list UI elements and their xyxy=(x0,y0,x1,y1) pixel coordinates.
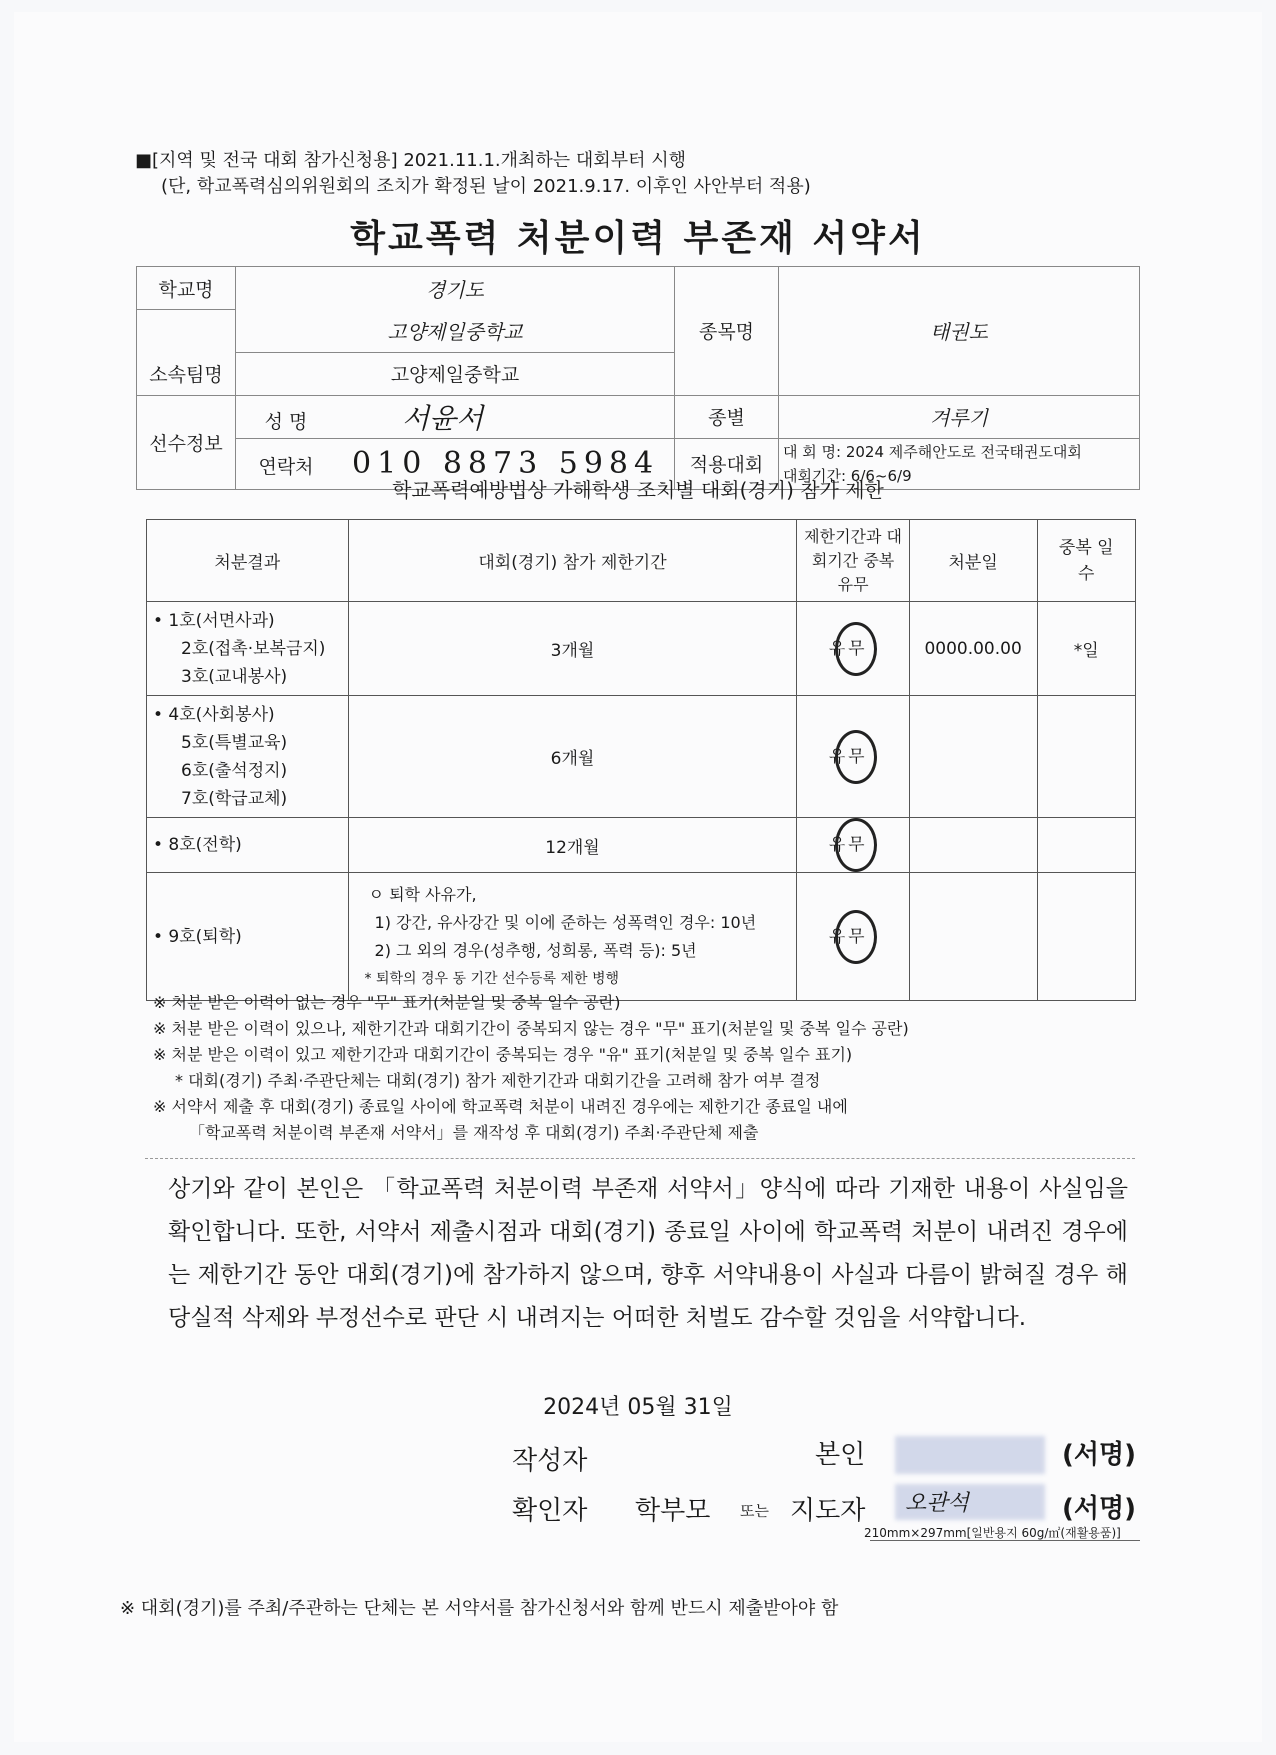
restriction-period: 12개월 xyxy=(348,818,797,873)
note-item: 「학교폭력 처분이력 부존재 서약서」를 재작성 후 대회(경기) 주최·주관단체 제출 xyxy=(189,1123,759,1142)
disposition-date: 0000.00.00 xyxy=(909,602,1037,696)
restriction-period: ㅇ 퇴학 사유가, 1) 강간, 유사강간 및 이에 준하는 성폭력인 경우: 10년 2) 그 외의 경우(성추행, 성희롱, 폭력 등): 5년 * 퇴학의 경우 동 기간 선수등록 제한 병행 xyxy=(348,873,797,1001)
table-row xyxy=(147,818,1136,873)
parent-label: 학부모 xyxy=(635,1496,711,1526)
overlap-yes: 유 xyxy=(828,926,846,947)
disposition-result: • 4호(사회봉사) 5호(특별교육) 6호(출석정지) 7호(학급교체) xyxy=(147,696,349,818)
overlap-days: *일 xyxy=(1037,602,1135,696)
col-header-days: 중복 일수 xyxy=(1037,520,1135,602)
coach-sign-mark: (서명) xyxy=(1062,1494,1136,1524)
header xyxy=(135,148,811,200)
overlap-no-circled: 무 xyxy=(835,622,877,676)
restriction-table xyxy=(146,519,1136,1001)
sport-value: 태권도 xyxy=(779,267,1140,396)
category-value: 겨루기 xyxy=(779,395,1140,438)
self-label: 본인 xyxy=(815,1440,866,1470)
overlap-days xyxy=(1037,818,1135,873)
table-row xyxy=(147,602,1136,696)
category-label: 종별 xyxy=(675,395,779,438)
col-header-date: 처분일 xyxy=(909,520,1037,602)
overlap-status xyxy=(797,818,909,873)
notes xyxy=(153,990,909,1146)
disposition-result: • 8호(전학) xyxy=(147,818,349,873)
restriction-period: 6개월 xyxy=(348,696,797,818)
name-label: 성 명 xyxy=(264,410,308,433)
header-line-2: (단, 학교폭력심의위원회의 조치가 확정된 날이 2021.9.17. 이후인 사안부터 적용) xyxy=(161,176,811,197)
separator xyxy=(145,1158,1135,1159)
self-sign-mark: (서명) xyxy=(1062,1440,1136,1470)
overlap-yes: 유 xyxy=(828,746,846,767)
disposition-date xyxy=(909,818,1037,873)
note-item: ※ 처분 받은 이력이 있고 제한기간과 대회기간이 중복되는 경우 "유" 표기(처분일 및 중복 일수 표기) xyxy=(153,1045,853,1064)
sport-label: 종목명 xyxy=(675,267,779,396)
confirm-label: 확인자 xyxy=(512,1496,588,1526)
statement: 상기와 같이 본인은 「학교폭력 처분이력 부존재 서약서」양식에 따라 기재한 내용이 사실임을 확인합니다. 또한, 서약서 제출시점과 대회(경기) 종료일 사이에 학교폭력 처분이 내려진 경우에는 제한기간 동안 대회(경기)에 참가하지 않으며, 향후 서약내용이 사실과 다름이 밝혀질 경우 해당실적 삭제와 부정선수로 판단 시 내려지는 어떠한 처벌도 감수할 것임을 서약합니다. xyxy=(168,1176,1128,1331)
sign-date: 2024년 05월 31일 xyxy=(543,1395,733,1420)
overlap-status xyxy=(797,696,909,818)
event-period: 대회기간: 6/6~6/9 xyxy=(783,466,912,485)
school-name: 고양제일중학교 xyxy=(236,310,675,353)
overlap-days xyxy=(1037,873,1135,1001)
disposition-result: • 1호(서면사과) 2호(접촉·보복금지) 3호(교내봉사) xyxy=(147,602,349,696)
school-region: 경기도 xyxy=(236,267,675,310)
team-label: 소속팀명 xyxy=(137,352,236,395)
overlap-no-circled: 무 xyxy=(835,910,877,964)
note-item: ※ 처분 받은 이력이 없는 경우 "무" 표기(처분일 및 중복 일수 공란) xyxy=(153,993,621,1012)
footer-note: ※ 대회(경기)를 주최/주관하는 단체는 본 서약서를 참가신청서와 함께 반드시 제출받아야 함 xyxy=(120,1598,839,1619)
table-subtitle: 학교폭력예방법상 가해학생 조치별 대회(경기) 참가 제한 xyxy=(392,478,884,502)
disposition-result: • 9호(퇴학) xyxy=(147,873,349,1001)
player-label: 선수정보 xyxy=(137,395,236,489)
overlap-no-circled: 무 xyxy=(835,818,877,872)
school-label: 학교명 xyxy=(137,267,236,310)
table-row xyxy=(147,873,1136,1001)
restriction-period: 3개월 xyxy=(348,602,797,696)
col-header-result: 처분결과 xyxy=(147,520,349,602)
overlap-status xyxy=(797,873,909,1001)
contact-value: 010 8873 5984 xyxy=(352,446,660,481)
paper-spec: 210mm×297mm[일반용지 60g/㎡(재활용품)] xyxy=(864,1526,1121,1540)
or-label: 또는 xyxy=(740,1502,769,1520)
contact-label: 연락처 xyxy=(258,456,314,478)
overlap-days xyxy=(1037,696,1135,818)
table-row xyxy=(147,696,1136,818)
header-line-1: ■[지역 및 전국 대회 참가신청용] 2021.11.1.개최하는 대회부터 시행 xyxy=(135,150,686,171)
name-value: 서윤서 xyxy=(402,401,484,435)
note-item: ※ 처분 받은 이력이 있으나, 제한기간과 대회기간이 중복되지 않는 경우 "무" 표기(처분일 및 중복 일수 공란) xyxy=(153,1019,909,1038)
overlap-yes: 유 xyxy=(828,835,846,855)
note-item: ※ 서약서 제출 후 대회(경기) 종료일 사이에 학교폭력 처분이 내려진 경우에는 제한기간 종료일 내에 xyxy=(153,1097,848,1116)
event-label: 적용대회 xyxy=(675,438,779,489)
coach-label: 지도자 xyxy=(790,1496,866,1526)
disposition-date xyxy=(909,696,1037,818)
note-item: * 대회(경기) 주최·주관단체는 대회(경기) 참가 제한기간과 대회기간을 고려해 참가 여부 결정 xyxy=(175,1071,821,1090)
writer-label: 작성자 xyxy=(512,1446,588,1476)
disposition-date xyxy=(909,873,1037,1001)
coach-name: 오관석 xyxy=(905,1491,969,1516)
document-title: 학교폭력 처분이력 부존재 서약서 xyxy=(350,218,926,259)
col-header-overlap: 제한기간과 대회기간 중복 유무 xyxy=(797,520,909,602)
overlap-no-circled: 무 xyxy=(835,730,877,784)
event-name: 대 회 명: 2024 제주해안도로 전국태권도대회 xyxy=(783,442,1082,461)
team-name: 고양제일중학교 xyxy=(236,352,675,395)
overlap-status xyxy=(797,602,909,696)
info-table xyxy=(136,266,1140,490)
self-signature-redacted xyxy=(895,1436,1045,1474)
overlap-yes: 유 xyxy=(828,638,846,659)
col-header-period: 대회(경기) 참가 제한기간 xyxy=(348,520,797,602)
